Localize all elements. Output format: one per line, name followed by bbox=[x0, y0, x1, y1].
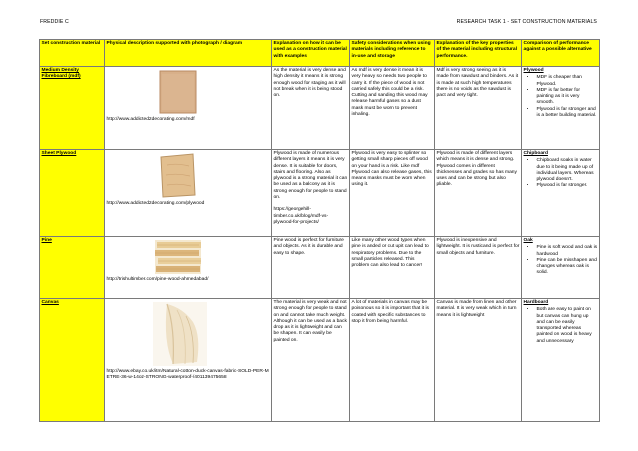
column-header: Physical description supported with photograph / diagram bbox=[105, 40, 272, 67]
table-row bbox=[40, 150, 600, 237]
source-link[interactable]: http://trishultimber.com/pine-wood-ahmedabad/ bbox=[106, 277, 209, 282]
material-name: Pine bbox=[41, 238, 52, 243]
pine-planks-photo bbox=[155, 240, 201, 274]
safety-cell: A lot of materials in canvas may be poisonous so it is important that it is coated with specific substances to stop it from being harmful. bbox=[350, 299, 435, 422]
materials-table bbox=[39, 39, 600, 422]
table-header-row bbox=[40, 40, 600, 67]
usage-cell: Pine wood is perfect for furniture and objects. As it is durable and easy to shape. bbox=[272, 237, 350, 299]
comparison-list bbox=[524, 158, 598, 189]
comparison-cell bbox=[522, 67, 600, 150]
author-name: FREDDIE C bbox=[40, 19, 69, 25]
usage-text: Plywood is made of numerous different layers it means it is very dense. It is suitable for doors, stairs and flooring. Also as plywood is a strong material it can be used as a balcony as it is strong enough for people to stand on. bbox=[273, 151, 348, 201]
column-header: Safety considerations when using materials including reference to in-use and storage bbox=[350, 40, 435, 67]
column-header: Comparison of performance against a possible alternative bbox=[522, 40, 600, 67]
safety-cell: As mdf is very dense it mean it is very heavy so needs two people to carry it. If the piece of wood is not carried safely this could be a risk. Cutting and sanding this wood may release harmful gases so a dust mask must be worn to prevent inhaling. bbox=[350, 67, 435, 150]
material-cell bbox=[40, 237, 105, 299]
comparison-list bbox=[524, 75, 598, 119]
description-cell bbox=[105, 299, 272, 422]
alternative-title: Oak bbox=[523, 238, 533, 243]
list-item: • MDF is cheaper than Plywood. bbox=[536, 75, 598, 88]
canvas-fabric-photo bbox=[153, 302, 207, 366]
comparison-cell bbox=[522, 237, 600, 299]
column-header: Explanation on how it can be used as a construction material with examples bbox=[272, 40, 350, 67]
list-item: • Plywood is far stronger and is a better building material. bbox=[536, 107, 598, 120]
alternative-title: Hardboard bbox=[523, 300, 549, 305]
usage-source-link[interactable]: https://georgehill-timber.co.uk/blog/mdf-vs-plywood-for-projects/ bbox=[273, 207, 329, 225]
list-item: • Pine can be misshapen and changes whereas oak is solid. bbox=[536, 258, 598, 277]
comparison-cell bbox=[522, 299, 600, 422]
properties-cell: Canvas is made from linen and other material. It is very weak which in turn means it is lightweight bbox=[435, 299, 522, 422]
safety-cell: Plywood is very easy to splinter so getting small sharp pieces off wood on your hand is a risk. Like mdf Plywood can also release gases, this means masks must be worn when using it. bbox=[350, 150, 435, 237]
material-name: Medium Density Fibreboard (mdf) bbox=[41, 68, 81, 80]
column-header: Explanation of the key properties of the material including structural performance. bbox=[435, 40, 522, 67]
material-cell bbox=[40, 67, 105, 150]
safety-cell: Like many other wood types when pine is anded or cut upit can lead to respiratory problems. Due to the small particles released. This problem can also lead to cancer! bbox=[350, 237, 435, 299]
material-cell bbox=[40, 299, 105, 422]
comparison-list bbox=[524, 245, 598, 276]
plywood-photo bbox=[159, 153, 197, 198]
material-cell bbox=[40, 150, 105, 237]
alternative-title: Chipboard bbox=[523, 151, 548, 156]
description-cell bbox=[105, 67, 272, 150]
usage-cell: As the material is very dense and high density it means it is strong enough wood for staging as it will not break when it is being stood on. bbox=[272, 67, 350, 150]
properties-cell: Plywood is inexpensive and lightweight. It is rusticand is perfect for small objects and furniture. bbox=[435, 237, 522, 299]
comparison-list bbox=[524, 307, 598, 345]
alternative-title: Plywood bbox=[523, 68, 544, 73]
list-item: • Pine is soft wood and oak is hardwood bbox=[536, 245, 598, 258]
usage-cell: The material is very weak and not strong enough for people to stand on and cannot take much weight. Although it can be used as a back drop as it is lightweight and can be shapen. It can easily be painted on. bbox=[272, 299, 350, 422]
source-link[interactable]: http://www.addicted2decorating.com/plywood bbox=[106, 201, 205, 206]
description-cell bbox=[105, 237, 272, 299]
comparison-cell bbox=[522, 150, 600, 237]
list-item: • MDF is far better for painting as it is very smooth. bbox=[536, 88, 598, 107]
table-row bbox=[40, 67, 600, 150]
usage-cell bbox=[272, 150, 350, 237]
properties-cell: Mdf is very strong seeing as it is made from sawdust and binders. As it is made at such high temperatures there is no voids as the sawdust is pact and very tight. bbox=[435, 67, 522, 150]
material-name: Canvas bbox=[41, 300, 59, 305]
material-name: Sheet Plywood bbox=[41, 151, 77, 156]
description-cell bbox=[105, 150, 272, 237]
properties-cell: Plywood is made of different layers which means it is dense and strong. Plywood comes in different thicknesses and grades so has many uses and can be strong but also pliable. bbox=[435, 150, 522, 237]
document-title: RESEARCH TASK 1 - SET CONSTRUCTION MATERIALS bbox=[456, 19, 597, 25]
table-row bbox=[40, 237, 600, 299]
mdf-photo bbox=[159, 70, 197, 114]
source-link[interactable]: http://www.ebay.co.uk/itm/Natural-cotton-duck-canvas-fabric-SOLD-PER-METRE-36-w-14oz-STRONG-waterproof-/401139475658 bbox=[106, 369, 269, 381]
list-item: • Both are easy to paint on but canvas can hung up and can be easily transported whereas painted on wood is heavy and unnecessary bbox=[536, 307, 598, 345]
column-header: Set construction material bbox=[40, 40, 105, 67]
list-item: • Chipboard soaks in water due to it being made up of individual layers. Whereas plywood doesn't. bbox=[536, 158, 598, 183]
source-link[interactable]: http://www.addicted2decorating.com/mdf bbox=[106, 117, 195, 122]
list-item: • Plywood is far stronger. bbox=[536, 183, 598, 189]
table-row bbox=[40, 299, 600, 422]
